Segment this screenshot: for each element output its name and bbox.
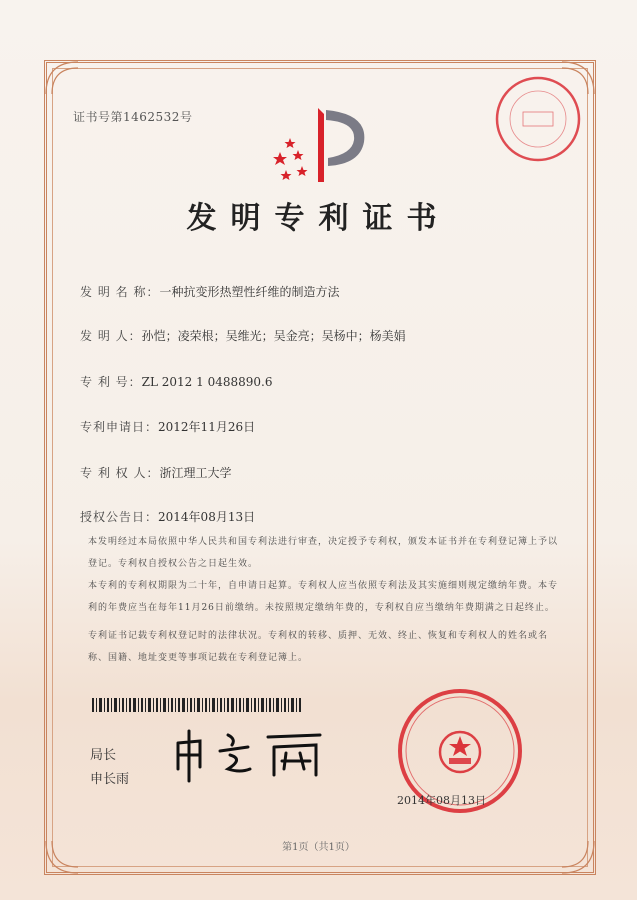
patent-office-logo: [268, 100, 378, 190]
patentee-label: 专 利 权 人：: [80, 466, 160, 480]
corner-ornament-icon: [44, 60, 80, 96]
certificate-title: 发明专利证书: [186, 201, 451, 236]
patent-number-label: 专 利 号：: [80, 375, 142, 389]
handwritten-signature: [170, 725, 335, 785]
body-paragraph: 本发明经过本局依照中华人民共和国专利法进行审查，决定授予专利权，颁发本证书并在专利登记簿上予以登记。专利权自授权公告之日起生效。: [88, 537, 559, 569]
grant-date-value: 2014年08月13日: [158, 510, 256, 524]
seal-date: 2014年08月13日: [397, 794, 486, 807]
inventor-label: 发 明 人：: [80, 329, 142, 343]
patentee-value: 浙江理工大学: [159, 466, 232, 480]
patent-agency-seal: [493, 74, 583, 164]
patentee-row: [80, 464, 231, 481]
invention-name-value: 一种抗变形热塑性纤维的制造方法: [159, 285, 340, 299]
barcode: [92, 698, 302, 712]
certificate-number: 证书号第1462532号: [73, 110, 193, 124]
patent-number-row: [80, 373, 272, 390]
invention-name-label: 发 明 名 称：: [80, 285, 160, 299]
filing-date-label: 专利申请日：: [80, 420, 159, 434]
filing-date-row: [80, 418, 255, 435]
director-name: 申长雨: [90, 772, 130, 787]
grant-date-row: [80, 508, 255, 525]
invention-name-row: [80, 283, 339, 300]
body-paragraph: 专利证书记载专利权登记时的法律状况。专利权的转移、质押、无效、终止、恢复和专利权人的姓名或名称、国籍、地址变更等事项记载在专利登记簿上。: [88, 631, 549, 663]
page-number: 第1页（共1页）: [282, 842, 355, 853]
body-paragraph: 本专利的专利权期限为二十年，自申请日起算。专利权人应当依照专利法及其实施细则规定缴纳年费。本专利的年费应当在每年11月26日前缴纳。未按照规定缴纳年费的，专利权自应当缴纳年费期满之日起终止。: [88, 581, 559, 613]
director-title: 局长: [90, 748, 117, 763]
filing-date-value: 2012年11月26日: [158, 420, 256, 434]
grant-date-label: 授权公告日：: [80, 510, 159, 524]
patent-number-value: ZL 2012 1 0488890.6: [141, 375, 273, 389]
inventor-row: [80, 327, 406, 344]
inventor-value: 孙恺；凌荣根；吴维光；吴金亮；吴杨中；杨美娟: [141, 329, 406, 343]
